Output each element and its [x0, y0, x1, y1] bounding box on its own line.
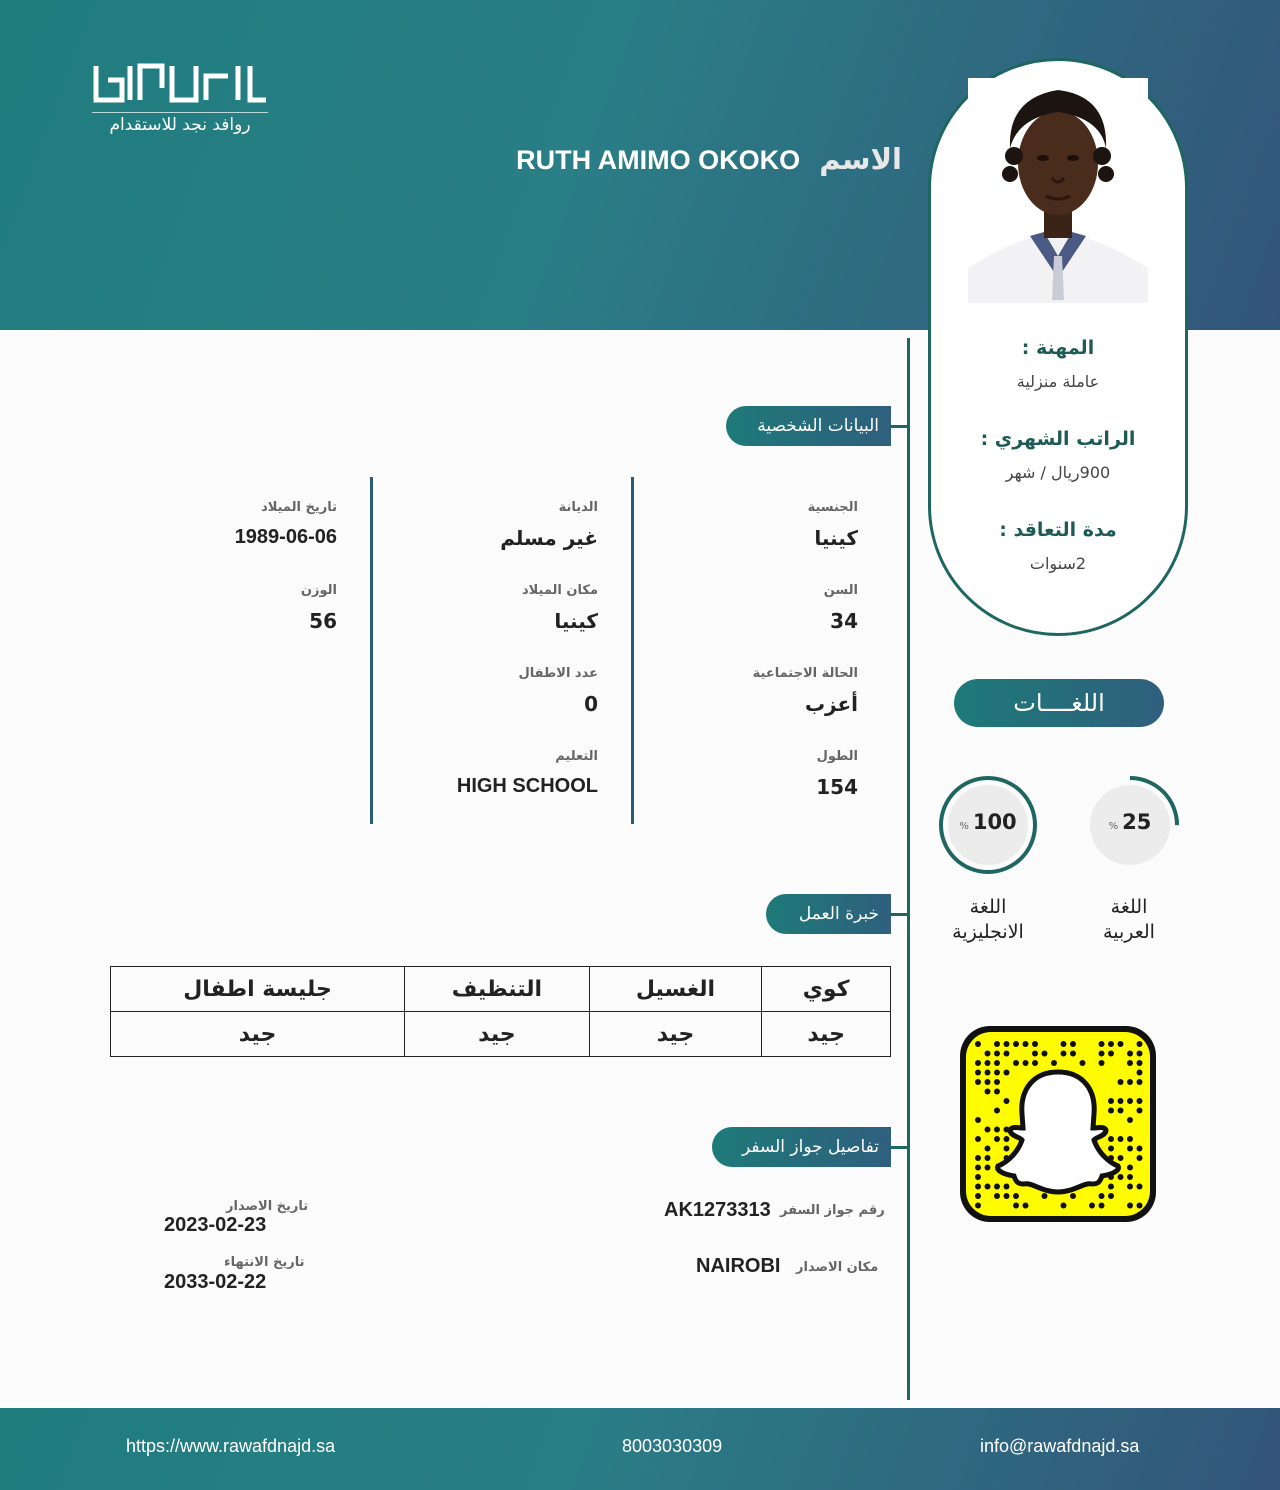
snapcode-dot	[1042, 1051, 1048, 1057]
age-value: 34	[830, 609, 858, 633]
snapcode-dot	[994, 1193, 1000, 1199]
snapcode-dot	[1137, 1070, 1143, 1076]
snapcode-dot	[1127, 1098, 1133, 1104]
snapcode-dot	[975, 1070, 981, 1076]
height-value: 154	[816, 775, 858, 799]
snapcode-dot	[1137, 1098, 1143, 1104]
snapcode-dot	[1118, 1108, 1124, 1114]
company-logo	[92, 58, 270, 108]
snapcode-dot	[975, 1041, 981, 1047]
snapcode-dot	[975, 1060, 981, 1066]
snapcode-dot	[1023, 1041, 1029, 1047]
section-work-experience: خبرة العمل	[766, 894, 891, 934]
snapcode-dot	[1118, 1136, 1124, 1142]
arabic-percentage	[1080, 810, 1180, 834]
section-connector	[891, 1146, 907, 1149]
religion-value: غير مسلم	[500, 526, 598, 550]
age-label: السن	[823, 583, 858, 598]
snapcode-dot	[1089, 1203, 1095, 1209]
snapcode-dot	[1023, 1060, 1029, 1066]
skill-level: جيد	[405, 1012, 590, 1057]
snapcode-dot	[1118, 1174, 1124, 1180]
snapcode-dot	[1061, 1051, 1067, 1057]
snapcode-dot	[994, 1041, 1000, 1047]
snapcode-dot	[1108, 1136, 1114, 1142]
birthplace-value: كينيا	[554, 609, 598, 633]
skill-level: جيد	[762, 1012, 891, 1057]
birthdate-value: 1989-06-06	[234, 526, 337, 548]
snapcode-dot	[1070, 1051, 1076, 1057]
skill-header: كوي	[762, 967, 891, 1012]
snapcode-dot	[1127, 1051, 1133, 1057]
snapcode-dot	[1099, 1193, 1105, 1199]
snapcode-dot	[985, 1155, 991, 1161]
issue-date-label: تاريخ الاصدار	[226, 1199, 309, 1214]
snapcode-dot	[1023, 1203, 1029, 1209]
snapcode-dot	[1127, 1184, 1133, 1190]
snapcode-dot	[985, 1079, 991, 1085]
snapcode-dot	[1108, 1193, 1114, 1199]
snapcode-dot	[1108, 1184, 1114, 1190]
birthplace-label: مكان الميلاد	[521, 583, 598, 598]
passport-number-value: AK1273313	[664, 1199, 771, 1221]
height-label: الطول	[816, 749, 858, 764]
snapcode-dot	[1108, 1051, 1114, 1057]
snapcode-dot	[1004, 1051, 1010, 1057]
snapcode-dot	[1004, 1041, 1010, 1047]
company-name: روافد نجد للاستقدام	[92, 112, 268, 135]
snapcode-dot	[1099, 1203, 1105, 1209]
english-label-line2: الانجليزية	[952, 921, 1024, 943]
weight-value: 56	[309, 609, 337, 633]
snapcode-dot	[1127, 1060, 1133, 1066]
birthdate-label: تاريخ الميلاد	[261, 500, 337, 515]
footer-phone[interactable]: 8003030309	[622, 1436, 723, 1456]
skill-level: جيد	[589, 1012, 762, 1057]
snapcode-dot	[985, 1146, 991, 1152]
snapcode-dot	[1137, 1108, 1143, 1114]
snapcode-dot	[1004, 1136, 1010, 1142]
snapcode-dot	[975, 1117, 981, 1123]
expiry-date-value: 2033-02-22	[164, 1271, 267, 1293]
percent-sign: %	[959, 821, 969, 832]
snapcode-dot	[1118, 1155, 1124, 1161]
snapcode-dot	[1061, 1041, 1067, 1047]
issue-place-value: NAIROBI	[696, 1255, 781, 1277]
snapcode-dot	[985, 1051, 991, 1057]
snapcode-dot	[1004, 1146, 1010, 1152]
snapcode-dot	[994, 1108, 1000, 1114]
snapcode-dot	[1032, 1060, 1038, 1066]
snapcode-dot	[1118, 1079, 1124, 1085]
snapcode-dot	[994, 1051, 1000, 1057]
religion-label: الديانة	[558, 500, 598, 515]
snapcode-dot	[975, 1184, 981, 1190]
arabic-label-line2: العربية	[1103, 921, 1155, 943]
skill-level: جيد	[111, 1012, 405, 1057]
snapcode-dot	[1127, 1136, 1133, 1142]
table-row	[111, 1012, 891, 1057]
arabic-language-label	[1074, 895, 1184, 945]
snapcode-dot	[975, 1193, 981, 1199]
snapcode-dot	[1061, 1203, 1067, 1209]
candidate-name-row	[470, 142, 902, 176]
snapcode-dot	[1013, 1041, 1019, 1047]
snapcode-dot	[1004, 1193, 1010, 1199]
snapcode-dot	[985, 1070, 991, 1076]
snapcode-dot	[1108, 1041, 1114, 1047]
children-value: 0	[584, 692, 598, 716]
snapcode-dot	[1127, 1146, 1133, 1152]
languages-title: اللغــــات	[954, 679, 1164, 727]
snapcode-dot	[1137, 1051, 1143, 1057]
snapcode-dot	[1118, 1098, 1124, 1104]
snapcode-dot	[994, 1184, 1000, 1190]
name-label: الاسم	[819, 142, 902, 176]
marital-status-value: أعزب	[804, 692, 858, 716]
nationality-value: كينيا	[814, 526, 858, 550]
snapcode-dot	[975, 1174, 981, 1180]
snapcode-dot	[1032, 1051, 1038, 1057]
snapcode-dot	[994, 1089, 1000, 1095]
snapcode-dot	[1099, 1060, 1105, 1066]
expiry-date-label: تاريخ الانتهاء	[224, 1255, 305, 1270]
snapcode-dot	[1070, 1041, 1076, 1047]
skills-table	[110, 966, 891, 1057]
snapcode-dot	[1127, 1174, 1133, 1180]
english-value: 100	[972, 810, 1017, 834]
snapcode-dot	[985, 1184, 991, 1190]
issue-date-value: 2023-02-23	[164, 1214, 267, 1236]
snapcode-dot	[1032, 1041, 1038, 1047]
snapcode-dot	[1099, 1051, 1105, 1057]
percent-sign: %	[1108, 821, 1119, 832]
passport-number-label: رقم جواز السفر	[780, 1203, 885, 1218]
snapcode-dot	[1051, 1060, 1057, 1066]
snapcode-dot	[1080, 1060, 1086, 1066]
timeline-line	[907, 338, 910, 1400]
snapcode-dot	[1127, 1079, 1133, 1085]
children-label: عدد الاطفال	[518, 666, 598, 681]
arabic-label-line1: اللغة	[1110, 896, 1148, 918]
snapcode-dot	[985, 1060, 991, 1066]
snapcode-dot	[1137, 1155, 1143, 1161]
snapcode-dot	[1108, 1146, 1114, 1152]
snapchat-qr-code[interactable]	[958, 1024, 1158, 1224]
snapcode-dot	[1137, 1146, 1143, 1152]
snapcode-dot	[1099, 1041, 1105, 1047]
snapcode-dot	[1013, 1060, 1019, 1066]
snapcode-dot	[994, 1060, 1000, 1066]
snapcode-dot	[1013, 1193, 1019, 1199]
table-row	[111, 967, 891, 1012]
snapcode-dot	[985, 1165, 991, 1171]
snapcode-dot	[1004, 1098, 1010, 1104]
skill-header: التنظيف	[405, 967, 590, 1012]
contract-value: 2سنوات	[1029, 554, 1087, 573]
snapcode-dot	[1137, 1079, 1143, 1085]
snapcode-dot	[1127, 1165, 1133, 1171]
snapcode-dot	[1127, 1203, 1133, 1209]
english-label-line1: اللغة	[969, 896, 1007, 918]
english-language-label	[933, 895, 1043, 945]
weight-label: الوزن	[300, 583, 337, 598]
snapcode-dot	[1108, 1108, 1114, 1114]
profession-label: المهنة :	[1021, 337, 1095, 359]
snapcode-dot	[1137, 1041, 1143, 1047]
salary-value: 900ريال / شهر	[1005, 463, 1111, 482]
issue-place-label: مكان الاصدار	[796, 1260, 879, 1275]
section-passport-details: تفاصيل جواز السفر	[712, 1127, 891, 1167]
snapcode-dot	[1118, 1041, 1124, 1047]
snapcode-dot	[1013, 1203, 1019, 1209]
candidate-photo	[968, 78, 1148, 303]
section-connector	[891, 425, 907, 428]
education-value: HIGH SCHOOL	[456, 775, 598, 797]
snapcode-dot	[1137, 1184, 1143, 1190]
snapcode-dot	[1070, 1193, 1076, 1199]
english-percentage	[938, 810, 1038, 834]
snapcode-dot	[1137, 1060, 1143, 1066]
snapcode-dot	[1127, 1117, 1133, 1123]
snapcode-dot	[1108, 1098, 1114, 1104]
snapcode-dot	[1004, 1070, 1010, 1076]
snapcode-dot	[975, 1155, 981, 1161]
snapcode-dot	[985, 1089, 991, 1095]
skill-header: جليسة اطفال	[111, 967, 405, 1012]
snapcode-dot	[1137, 1203, 1143, 1209]
skill-header: الغسيل	[589, 967, 762, 1012]
snapcode-dot	[1004, 1184, 1010, 1190]
candidate-name: RUTH AMIMO OKOKO	[516, 145, 801, 175]
footer-email-link[interactable]: info@rawafdnajd.sa	[980, 1436, 1140, 1456]
snapcode-dot	[975, 1079, 981, 1085]
snapcode-dot	[994, 1070, 1000, 1076]
snapcode-dot	[994, 1136, 1000, 1142]
marital-status-label: الحالة الاجتماعية	[752, 666, 858, 681]
arabic-value: 25	[1122, 810, 1152, 834]
education-label: التعليم	[555, 749, 598, 764]
section-connector	[891, 913, 907, 916]
nationality-label: الجنسية	[807, 500, 858, 515]
snapcode-dot	[975, 1203, 981, 1209]
salary-label: الراتب الشهري :	[980, 428, 1136, 450]
snapcode-dot	[994, 1079, 1000, 1085]
snapcode-dot	[994, 1127, 1000, 1133]
snapcode-dot	[1042, 1193, 1048, 1199]
snapcode-dot	[975, 1165, 981, 1171]
snapcode-dot	[985, 1127, 991, 1133]
section-personal-data: البيانات الشخصية	[726, 406, 891, 446]
contract-label: مدة التعاقد :	[999, 519, 1117, 541]
footer-website-link[interactable]: https://www.rawafdnajd.sa	[126, 1436, 336, 1456]
snapcode-dot	[975, 1136, 981, 1142]
profession-value: عاملة منزلية	[1016, 372, 1100, 391]
